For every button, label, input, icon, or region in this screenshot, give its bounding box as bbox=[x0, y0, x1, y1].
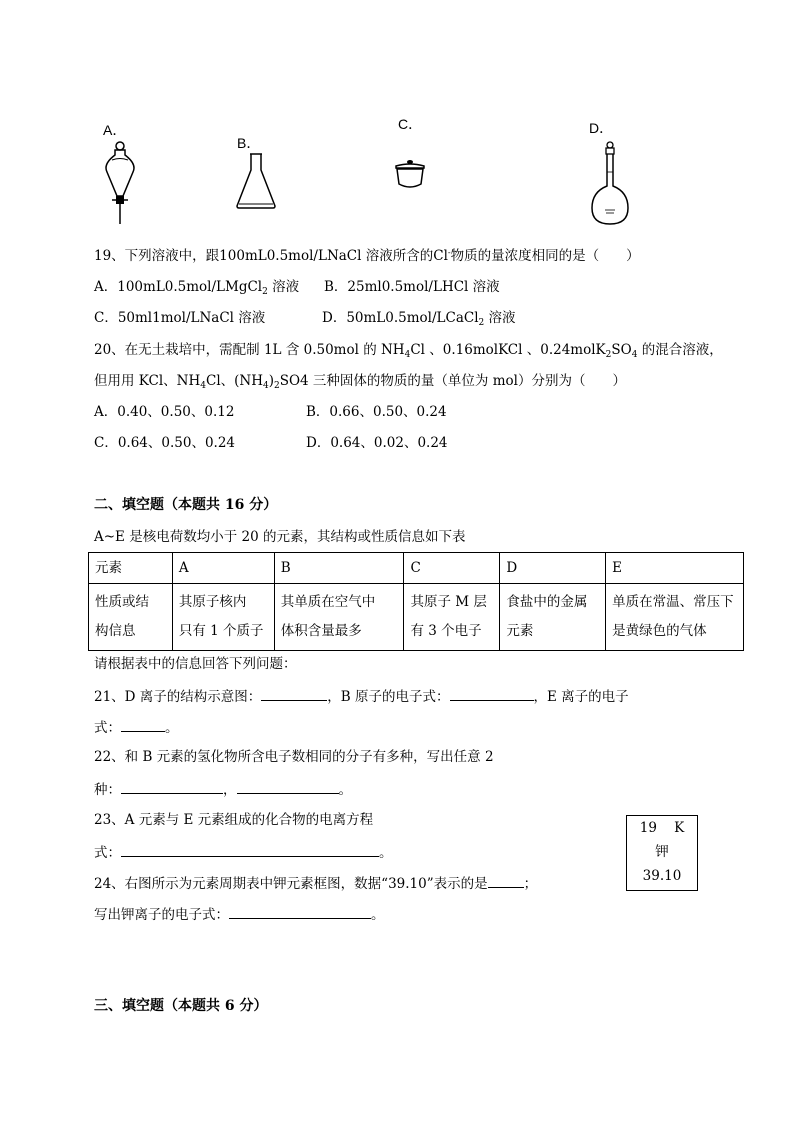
volumetric-flask-icon bbox=[588, 140, 632, 228]
table-cell-b: 其单质在空气中 体积含量最多 bbox=[274, 584, 404, 651]
table-header-cell: 元素 bbox=[89, 553, 173, 584]
table-header-cell: B bbox=[274, 553, 404, 584]
q21-line1: 21、D 离子的结构示意图： ，B 原子的电子式： ，E 离子的电子 bbox=[94, 686, 629, 706]
crucible-icon bbox=[392, 156, 428, 192]
separatory-funnel-icon bbox=[100, 140, 140, 226]
q20-stem-line1: 20、在无土栽培中，需配制 1L 含 0.50mol 的 $NH_4Cl$ 、0.16molKCl 、$0.24molK_2SO_4$ 的混合溶液， bbox=[94, 342, 723, 360]
table-header-cell: A bbox=[172, 553, 274, 584]
q24-line1: 24、右图所示为元素周期表中钾元素框图，数据“39.10”表示的是 ； bbox=[94, 873, 537, 893]
answer-blank[interactable] bbox=[121, 779, 223, 794]
section2-title: 二、填空题（本题共 16 分） bbox=[94, 497, 278, 513]
table-followup-text: 请根据表中的信息回答下列问题： bbox=[94, 656, 297, 672]
table-row-label: 性质或结 构信息 bbox=[89, 584, 173, 651]
table-cell-d: 食盐中的金属 元素 bbox=[500, 584, 606, 651]
table-header-cell: D bbox=[500, 553, 606, 584]
apparatus-label-a: A． bbox=[103, 122, 127, 138]
table-row bbox=[89, 584, 744, 651]
q19-option-a: A．100mL0.5mol/LMgCl$_2$ 溶液 bbox=[94, 279, 300, 297]
table-cell-c: 其原子 M 层 有 3 个电子 bbox=[404, 584, 500, 651]
q20-option-d: D．0.64、0.02、0.24 bbox=[306, 435, 448, 451]
table-header-cell: C bbox=[404, 553, 500, 584]
q20-option-c: C．0.64、0.50、0.24 bbox=[94, 435, 236, 451]
section2-intro: A~E 是核电荷数均小于 20 的元素，其结构或性质信息如下表 bbox=[94, 529, 466, 545]
answer-blank[interactable] bbox=[450, 686, 534, 701]
answer-blank[interactable] bbox=[121, 717, 165, 732]
potassium-element-box bbox=[626, 815, 698, 891]
q24-line2: 写出钾离子的电子式： 。 bbox=[94, 904, 385, 924]
apparatus-label-c: C． bbox=[398, 116, 423, 132]
table-header-row bbox=[89, 553, 744, 584]
element-info-table bbox=[88, 552, 744, 651]
apparatus-label-b: B． bbox=[237, 135, 261, 151]
q22-line1: 22、和 B 元素的氢化物所含电子数相同的分子有多种，写出任意 2 bbox=[94, 749, 494, 765]
answer-blank[interactable] bbox=[229, 904, 371, 919]
q19-option-b: B．25ml0.5mol/LHCl 溶液 bbox=[324, 279, 500, 295]
conical-flask-icon bbox=[234, 152, 278, 210]
q19-stem: 19、下列溶液中，跟100mL0.5mol/LNaCl 溶液所含的Cl-物质的量浓度相同的是（ ） bbox=[94, 248, 640, 264]
apparatus-label-d: D． bbox=[589, 120, 614, 136]
table-cell-e: 单质在常温、常压下 是黄绿色的气体 bbox=[606, 584, 744, 651]
table-cell-a: 其原子核内 只有 1 个质子 bbox=[172, 584, 274, 651]
section3-title: 三、填空题（本题共 6 分） bbox=[94, 998, 268, 1014]
answer-blank[interactable] bbox=[261, 686, 327, 701]
answer-blank[interactable] bbox=[488, 873, 524, 888]
q20-option-b: B．0.66、0.50、0.24 bbox=[306, 404, 447, 420]
answer-blank[interactable] bbox=[237, 779, 339, 794]
q19-option-c: C．50ml1mol/LNaCl 溶液 bbox=[94, 310, 266, 326]
q19-option-d: D．50mL0.5mol/LCaCl$_2$ 溶液 bbox=[322, 310, 516, 328]
q23-line2: 式： 。 bbox=[94, 842, 393, 862]
q22-line2: 种： ， 。 bbox=[94, 779, 352, 799]
q23-line1: 23、A 元素与 E 元素组成的化合物的电离方程 bbox=[94, 812, 374, 828]
answer-blank[interactable] bbox=[121, 842, 379, 857]
element-number-symbol: 19 K bbox=[639, 820, 685, 836]
q21-line2: 式： 。 bbox=[94, 717, 179, 737]
element-name: 钾 bbox=[655, 844, 669, 860]
q20-option-a: A．0.40、0.50、0.12 bbox=[94, 404, 235, 420]
table-header-cell: E bbox=[606, 553, 744, 584]
element-mass: 39.10 bbox=[642, 868, 682, 884]
q20-stem-line2: 但用用 KCl、$NH_4Cl$、$(NH_4)_2SO4$ 三种固体的物质的量（单位为 mol）分别为（ ） bbox=[94, 373, 626, 391]
